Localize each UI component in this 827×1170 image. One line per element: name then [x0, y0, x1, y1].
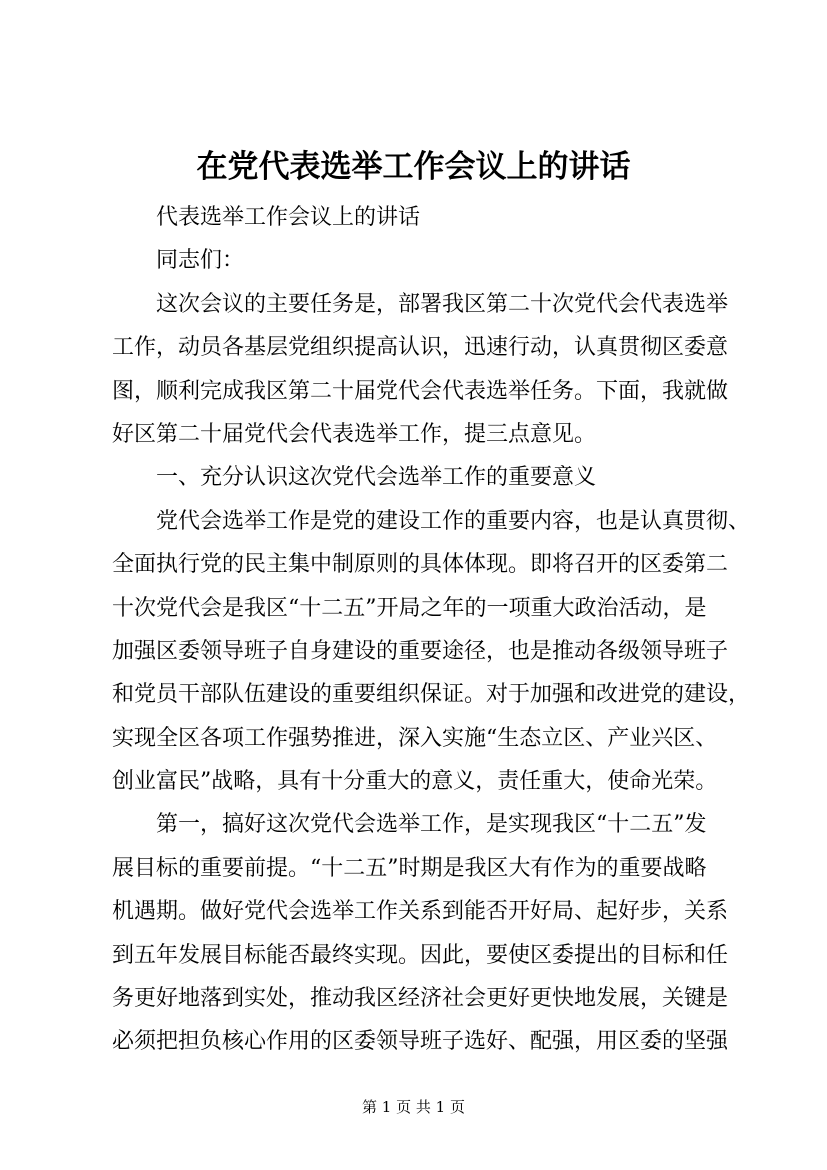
paragraph-line: 到五年发展目标能否最终实现。因此，要使区委提出的目标和任: [112, 942, 729, 968]
section-heading: 一、充分认识这次党代会选举工作的重要意义: [156, 465, 597, 491]
page-number-footer: 第 1 页 共 1 页: [362, 1098, 465, 1116]
subtitle-line: 代表选举工作会议上的讲话: [156, 205, 421, 230]
paragraph-line: 加强区委领导班子自身建设的重要途径，也是推动各级领导班子: [112, 638, 729, 664]
paragraph-line: 全面执行党的民主集中制原则的具体体现。即将召开的区委第二: [112, 552, 729, 578]
paragraph-line: 好区第二十届党代会代表选举工作，提三点意见。: [112, 421, 597, 447]
salutation-line: 同志们：: [156, 248, 245, 274]
paragraph-line: 必须把担负核心作用的区委领导班子选好、配强，用区委的坚强: [112, 1029, 729, 1055]
paragraph-line: 工作，动员各基层党组织提高认识，迅速行动，认真贯彻区委意: [112, 335, 729, 361]
paragraph-line: 图，顺利完成我区第二十届党代会代表选举任务。下面，我就做: [112, 378, 729, 404]
paragraph-line: 展目标的重要前提。“十二五”时期是我区大有作为的重要战略: [112, 855, 707, 881]
paragraph-line: 实现全区各项工作强势推进，深入实施“生态立区、产业兴区、: [112, 725, 718, 751]
paragraph-line: 十次党代会是我区“十二五”开局之年的一项重大政治活动，是: [112, 595, 707, 621]
document-body: [112, 196, 751, 1064]
paragraph-line: 创业富民”战略，具有十分重大的意义，责任重大，使命光荣。: [112, 769, 718, 795]
paragraph-line: 这次会议的主要任务是，部署我区第二十次党代会代表选举: [156, 291, 729, 317]
document-title: 在党代表选举工作会议上的讲话: [196, 149, 631, 185]
paragraph-line: 党代会选举工作是党的建设工作的重要内容，也是认真贯彻、: [156, 508, 751, 534]
paragraph-line: 务更好地落到实处，推动我区经济社会更好更快地发展，关键是: [112, 986, 729, 1012]
paragraph-line: 第一，搞好这次党代会选举工作，是实现我区“十二五”发: [156, 812, 707, 838]
paragraph-line: 机遇期。做好党代会选举工作关系到能否开好局、起好步，关系: [112, 899, 729, 925]
paragraph-line: 和党员干部队伍建设的重要组织保证。对于加强和改进党的建设，: [112, 682, 751, 708]
